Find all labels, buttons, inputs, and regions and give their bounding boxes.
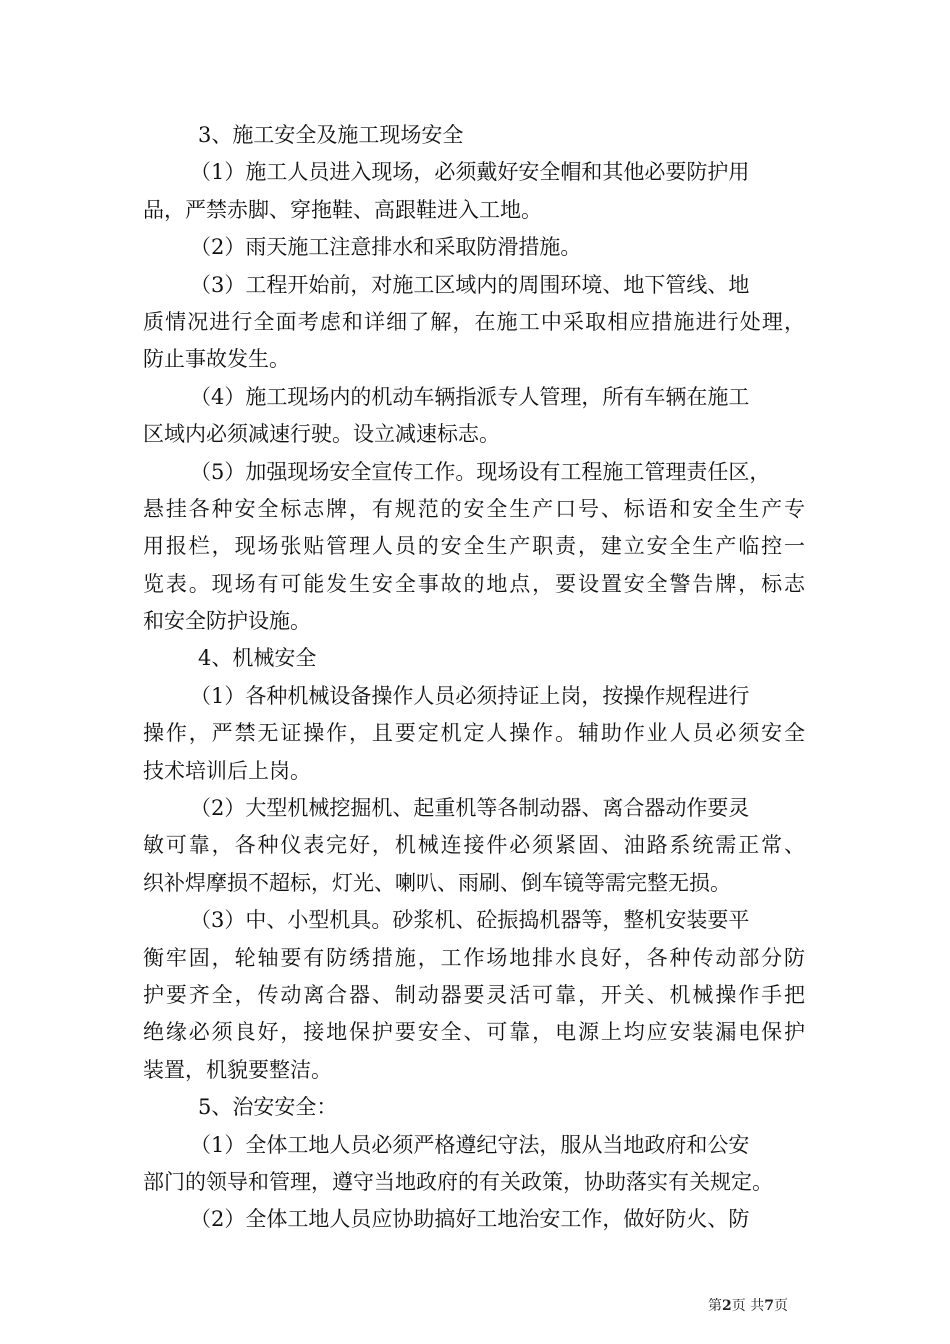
- document-body: [143, 117, 805, 1239]
- text-line: 悬挂各种安全标志牌，有规范的安全生产口号、标语和安全生产专: [143, 496, 805, 521]
- text-line: 5、治安安全：: [198, 1095, 338, 1120]
- text-line: 绝缘必须良好，接地保护要安全、可靠，电源上均应安装漏电保护: [143, 1020, 805, 1045]
- text-line: 4、机械安全: [198, 646, 317, 671]
- text-line: （2）大型机械挖掘机、起重机等各制动器、离合器动作要灵: [190, 796, 750, 821]
- text-line: 护要齐全，传动离合器、制动器要灵活可靠，开关、机械操作手把: [143, 982, 805, 1007]
- text-line: 3、施工安全及施工现场安全: [198, 123, 464, 147]
- text-line: 敏可靠，各种仪表完好，机械连接件必须紧固、油路系统需正常、: [143, 833, 805, 858]
- text-line: 技术培训后上岗。: [143, 758, 311, 783]
- text-line: 部门的领导和管理，遵守当地政府的有关政策，协助落实有关规定。: [143, 1169, 773, 1194]
- text-line: （5）加强现场安全宣传工作。现场设有工程施工管理责任区，: [190, 459, 771, 484]
- text-line: 质情况进行全面考虑和详细了解，在施工中采取相应措施进行处理，: [143, 309, 805, 334]
- page-footer: [708, 1297, 788, 1315]
- text-line: （1）施工人员进入现场，必须戴好安全帽和其他必要防护用: [190, 160, 750, 185]
- text-line: 装置，机貌要整洁。: [143, 1057, 332, 1082]
- footer-middle: 页 共: [731, 1298, 765, 1314]
- total-pages-number: 7: [764, 1298, 774, 1314]
- text-line: （4）施工现场内的机动车辆指派专人管理，所有车辆在施工: [190, 384, 750, 409]
- text-line: 衡牢固，轮轴要有防绣措施，工作场地排水良好，各种传动部分防: [143, 945, 805, 970]
- text-line: 品，严禁赤脚、穿拖鞋、高跟鞋进入工地。: [143, 197, 542, 222]
- text-line: 览表。现场有可能发生安全事故的地点，要设置安全警告牌，标志: [143, 571, 805, 596]
- footer-suffix: 页: [773, 1298, 788, 1314]
- text-line: （1）全体工地人员必须严格遵纪守法，服从当地政府和公安: [190, 1132, 750, 1157]
- text-line: 防止事故发生。: [143, 347, 290, 372]
- text-line: （2）雨天施工注意排水和采取防滑措施。: [190, 235, 582, 260]
- text-line: 操作，严禁无证操作，且要定机定人操作。辅助作业人员必须安全: [143, 721, 805, 746]
- text-line: 织补焊摩损不超标，灯光、喇叭、雨刷、倒车镜等需完整无损。: [143, 870, 731, 895]
- text-line: 用报栏，现场张贴管理人员的安全生产职责，建立安全生产临控一: [143, 534, 805, 559]
- text-line: （3）工程开始前，对施工区域内的周围环境、地下管线、地: [190, 272, 750, 297]
- text-line: （3）中、小型机具。砂浆机、砼振捣机器等，整机安装要平: [190, 908, 750, 933]
- footer-prefix: 第: [708, 1298, 722, 1314]
- text-line: 和安全防护设施。: [143, 609, 311, 634]
- text-line: 区域内必须减速行驶。设立减速标志。: [143, 422, 500, 447]
- current-page-number: 2: [722, 1298, 732, 1314]
- text-line: （2）全体工地人员应协助搞好工地治安工作，做好防火、防: [190, 1207, 750, 1232]
- text-line: （1）各种机械设备操作人员必须持证上岗，按操作规程进行: [190, 683, 750, 708]
